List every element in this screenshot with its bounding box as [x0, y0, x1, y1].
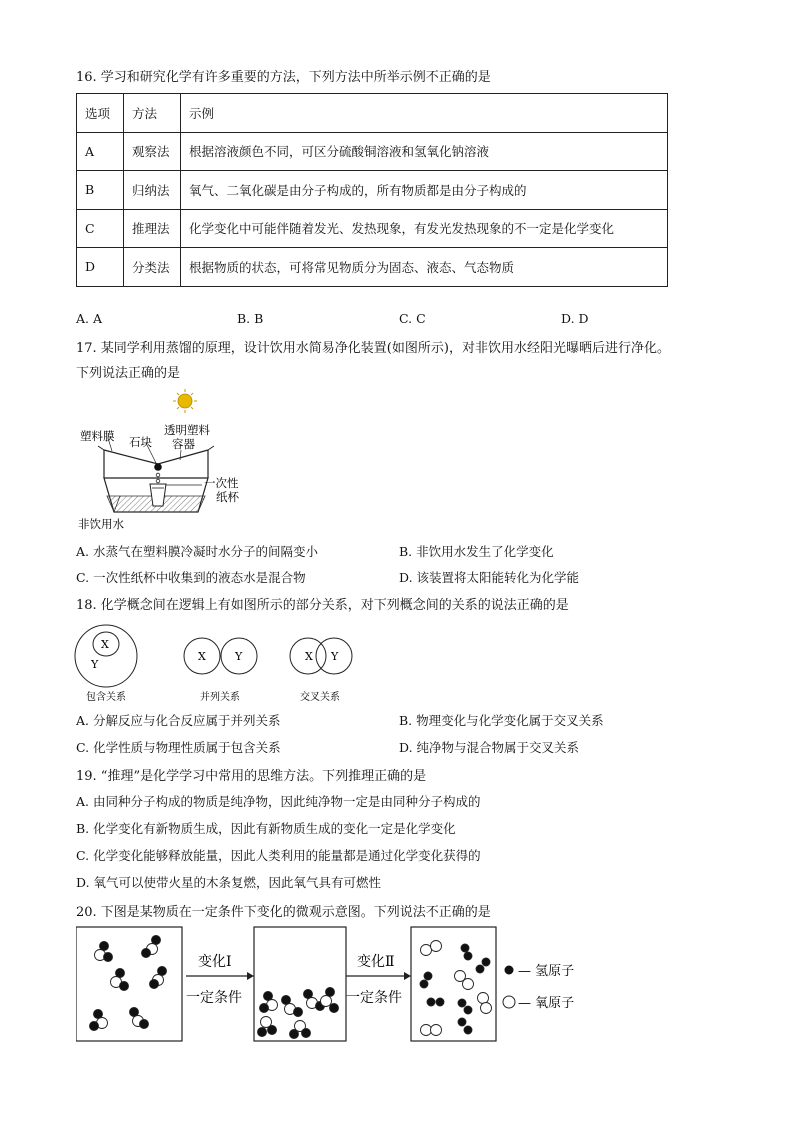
q16-stem: 16. 学习和研究化学有许多重要的方法，下列方法中所举示例不正确的是	[76, 70, 491, 85]
q19-stem: 19. “推理”是化学学习中常用的思维方法。下列推理正确的是	[76, 769, 427, 784]
inclusion-caption: 包含关系	[86, 692, 126, 703]
table-cell: 根据物质的状态，可将常见物质分为固态、液态、气态物质	[181, 248, 668, 287]
q17-option-c[interactable]: C. 一次性纸杯中收集到的液态水是混合物	[76, 570, 306, 585]
table-cell: 根据溶液颜色不同，可区分硫酸铜溶液和氢氧化钠溶液	[181, 132, 668, 171]
label-container-2: 容器	[172, 437, 195, 451]
parallel-y: Y	[235, 650, 243, 663]
label-container-1: 透明塑料	[164, 423, 210, 437]
arrow1-top-label: 变化Ⅰ	[198, 954, 232, 970]
parallel-x: X	[198, 650, 206, 663]
table-row	[77, 132, 668, 171]
q18-option-b[interactable]: B. 物理变化与化学变化属于交叉关系	[399, 713, 604, 728]
q16-option-a[interactable]: A. A	[76, 311, 103, 326]
q17-option-b[interactable]: B. 非饮用水发生了化学变化	[399, 544, 554, 559]
arrow2-top-label: 变化Ⅱ	[357, 954, 395, 970]
q19-option-d[interactable]: D. 氧气可以使带火星的木条复燃，因此氧气具有可燃性	[76, 875, 382, 890]
water-molecules-box2	[258, 988, 339, 1039]
q18-stem: 18. 化学概念间在逻辑上有如图所示的部分关系，对下列概念间的关系的说法正确的是	[76, 598, 569, 613]
label-water: 非饮用水	[78, 517, 124, 531]
q20-stem: 20. 下图是某物质在一定条件下变化的微观示意图。下列说法不正确的是	[76, 905, 491, 920]
water-molecules-box1	[90, 936, 167, 1031]
table-cell: 分类法	[124, 248, 181, 287]
label-stone: 石块	[129, 435, 152, 449]
q16-option-b[interactable]: B. B	[237, 311, 264, 326]
q17-option-d[interactable]: D. 该装置将太阳能转化为化学能	[399, 570, 580, 585]
q18-option-a[interactable]: A. 分解反应与化合反应属于并列关系	[76, 713, 281, 728]
table-cell: 氧气、二氧化碳是由分子构成的，所有物质都是由分子构成的	[181, 171, 668, 210]
table-cell: 观察法	[124, 132, 181, 171]
intersection-caption: 交叉关系	[300, 692, 340, 703]
q16-table	[76, 93, 668, 287]
header-cell: 方法	[124, 94, 181, 133]
table-cell: A	[77, 132, 124, 171]
label-cup-2: 纸杯	[216, 490, 239, 504]
table-cell: B	[77, 171, 124, 210]
hydrogen-atom-icon	[505, 966, 514, 975]
table-row	[77, 171, 668, 210]
plastic-film	[104, 450, 208, 464]
oxygen-atom-icon	[503, 996, 515, 1008]
table-cell: 推理法	[124, 209, 181, 248]
intersection-x: X	[305, 650, 313, 663]
parallel-diagram	[184, 638, 257, 703]
table-header-row	[77, 94, 668, 133]
stone	[154, 463, 162, 471]
q19-option-a[interactable]: A. 由同种分子构成的物质是纯净物，因此纯净物一定是由同种分子构成的	[76, 794, 481, 809]
paper-cup	[150, 484, 166, 506]
table-cell: 归纳法	[124, 171, 181, 210]
arrow2-bottom-label: 一定条件	[346, 990, 402, 1006]
header-cell: 选项	[77, 94, 124, 133]
q19-option-c[interactable]: C. 化学变化能够释放能量，因此人类利用的能量都是通过化学变化获得的	[76, 848, 481, 863]
product-molecules-box3	[420, 941, 492, 1036]
label-film: 塑料膜	[80, 429, 115, 443]
q18-option-c[interactable]: C. 化学性质与物理性质属于包含关系	[76, 740, 281, 755]
intersection-diagram	[290, 638, 352, 703]
intersection-y: Y	[331, 650, 339, 663]
q18-relation-diagrams	[72, 620, 372, 706]
q17-option-a[interactable]: A. 水蒸气在塑料膜冷凝时水分子的间隔变小	[76, 544, 318, 559]
q17-distillation-figure	[76, 388, 286, 534]
table-cell: 化学变化中可能伴随着发光、发热现象，有发光发热现象的不一定是化学变化	[181, 209, 668, 248]
inclusion-diagram	[75, 625, 137, 703]
q17-stem-line1: 17. 某同学利用蒸馏的原理，设计饮用水简易净化装置(如图所示)，对非饮用水经阳光曝晒后进行净化。	[76, 341, 670, 356]
arrow1-bottom-label: 一定条件	[186, 990, 242, 1006]
inclusion-x: X	[101, 638, 109, 651]
table-cell: D	[77, 248, 124, 287]
parallel-caption: 并列关系	[200, 692, 240, 703]
table-cell: C	[77, 209, 124, 248]
q18-option-d[interactable]: D. 纯净物与混合物属于交叉关系	[399, 740, 580, 755]
legend-hydrogen: — 氢原子	[518, 964, 575, 979]
q16-option-d[interactable]: D. D	[561, 311, 589, 326]
label-cup-1: 一次性	[204, 476, 239, 490]
table-row	[77, 209, 668, 248]
header-cell: 示例	[181, 94, 668, 133]
q19-option-b[interactable]: B. 化学变化有新物质生成，因此有新物质生成的变化一定是化学变化	[76, 821, 456, 836]
table-row	[77, 248, 668, 287]
q20-micro-diagram	[76, 926, 596, 1044]
legend	[503, 964, 574, 1011]
q16-option-c[interactable]: C. C	[399, 311, 426, 326]
sun-icon	[173, 389, 197, 413]
q17-stem-line2: 下列说法正确的是	[76, 366, 181, 381]
legend-oxygen: — 氧原子	[518, 996, 575, 1011]
inclusion-y: Y	[91, 658, 99, 671]
